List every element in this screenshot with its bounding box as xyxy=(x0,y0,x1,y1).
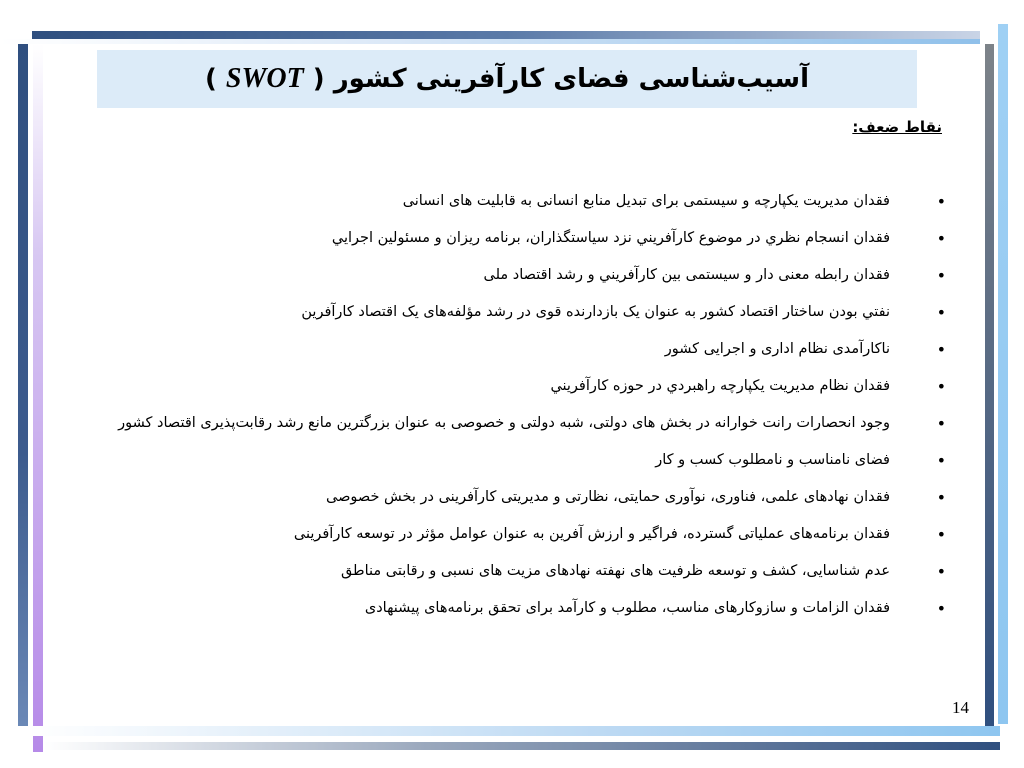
weakness-item-2 xyxy=(70,220,950,257)
weaknesses-heading: نقاط ضعف: xyxy=(852,118,942,136)
weakness-text: فقدان نهادهای علمی، فناوری، نوآوری حمایتی، نظارتی و مدیریتی کارآفرینی در بخش خصوصی xyxy=(325,489,890,505)
page-number: 14 xyxy=(952,698,969,717)
bullet-icon: • xyxy=(936,488,946,507)
weakness-text: فقدان رابطه معنی دار و سیستمی بين كارآفريني و رشد اقتصاد ملی xyxy=(483,267,890,283)
weakness-text: وجود انحصارات رانت خوارانه در بخش های دولتی، شبه دولتی و خصوصی به عنوان بزرگترين مانع رشد رقابت‌پذيری اقتصاد كشور xyxy=(118,415,890,431)
bullet-icon: • xyxy=(936,599,946,618)
weakness-item-4 xyxy=(70,294,950,331)
weakness-text: فقدان انسجام نظري در موضوع كارآفريني نزد سياستگذاران، برنامه ريزان و مسئولين اجرايي xyxy=(331,230,890,246)
bullet-icon: • xyxy=(936,414,946,433)
weakness-text: ناكارآمدی نظام اداری و اجرايی كشور xyxy=(664,341,890,357)
slide-title-acronym: SWOT xyxy=(225,63,304,94)
weakness-text: نفتي بودن ساختار اقتصاد كشور به عنوان يک بازدارنده قوی در رشد مؤلفه‌های يک اقتصاد كارآفرين xyxy=(301,304,890,320)
weakness-item-11 xyxy=(70,553,950,590)
bullet-icon: • xyxy=(936,303,946,322)
bullet-icon: • xyxy=(936,377,946,396)
bullet-icon: • xyxy=(936,451,946,470)
frame-right-dark-bar xyxy=(985,44,994,730)
slide-title-close-paren: ) xyxy=(204,64,217,94)
bullet-icon: • xyxy=(936,266,946,285)
frame-left-dark-bar xyxy=(18,44,28,726)
weakness-item-9 xyxy=(70,479,950,516)
weakness-item-7 xyxy=(70,405,950,442)
frame-right-light-bar xyxy=(998,24,1008,724)
weakness-text: فقدان مدیریت یکپارچه و سیستمی برای تبدیل منابع انسانی به قابلیت های انسانی xyxy=(402,193,890,209)
weakness-item-10 xyxy=(70,516,950,553)
slide-title-box xyxy=(97,50,917,108)
weakness-item-3 xyxy=(70,257,950,294)
weakness-text: فقدان برنامه‌های عملیاتی گسترده، فراگیر و ارزش آفرین به عنوان عوامل مؤثر در توسعه کارآفرینی xyxy=(293,526,890,542)
bullet-icon: • xyxy=(936,192,946,211)
weakness-text: فقدان الزامات و سازوكارهای مناسب، مطلوب و كارآمد برای تحقق برنامه‌های پیشنهادی xyxy=(364,600,890,616)
weakness-item-8 xyxy=(70,442,950,479)
bullet-icon: • xyxy=(936,525,946,544)
weakness-item-5 xyxy=(70,331,950,368)
weakness-list xyxy=(70,183,950,627)
bullet-icon: • xyxy=(936,340,946,359)
frame-top-light-bar xyxy=(0,39,980,44)
frame-left-purple-bar xyxy=(33,44,43,752)
weakness-text: فقدان نظام مديريت يكپارچه راهبردي در حوزه كارآفريني xyxy=(550,378,890,394)
weakness-item-1 xyxy=(70,183,950,220)
frame-bottom-dark-bar xyxy=(44,742,1000,750)
bullet-icon: • xyxy=(936,229,946,248)
bullet-icon: • xyxy=(936,562,946,581)
weakness-text: فضای نامناسب و نامطلوب کسب و کار xyxy=(655,452,890,468)
slide-title xyxy=(205,63,809,95)
frame-top-dark-bar xyxy=(32,31,980,39)
frame-bottom-light-bar xyxy=(28,726,1000,736)
weakness-item-12 xyxy=(70,590,950,627)
slide-title-text: آسیب‌شناسی فضای کارآفرینی کشور ( xyxy=(312,64,810,94)
weakness-item-6 xyxy=(70,368,950,405)
weakness-text: عدم شناسایی، کشف و توسعه ظرفیت های نهفته نهادهای مزیت های نسبی و رقابتی مناطق xyxy=(340,563,890,579)
